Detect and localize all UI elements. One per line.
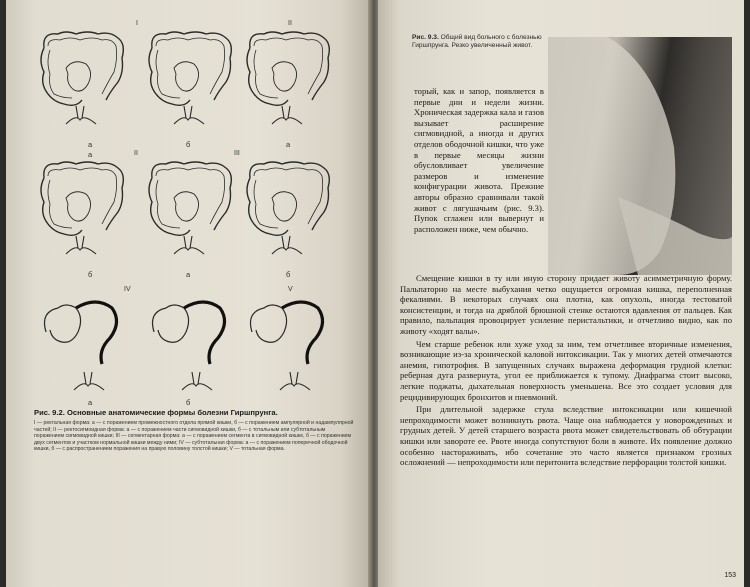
- sub-label: б: [286, 270, 291, 279]
- left-page: [6, 0, 370, 587]
- column-text: торый, как и запор, появляется в первые дни и недели жизни. Хроническая задержка кала и газов вызывает расширение сигмовидной, а иногда и других отделов ободочной кишки, что уже в первые месяцы жизни обусловливает увеличение размеров и изменение конфигурации живота. Прежние авторы образно сравнивали такой живот с лягушачьим (рис. 9.3). Пупок сглажен или вывернут и расположен ниже, чем обычно.: [414, 86, 544, 234]
- roman-label: V: [288, 286, 293, 293]
- colon-diagrams: [36, 20, 346, 402]
- sub-label: а: [88, 150, 93, 159]
- paragraph: Смещение кишки в ту или иную сторону придает животу асимметричную форму. Пальпаторно на месте выбухания четко ощущается огромная кишка, переполненная фекалиями. В некоторых случаях она плотна, как опухоль, иногда тестоватой консистенции, и тогда на дряблой брюшной стенке остаются вдавления от пальцев. Как правило, пальпация провоцирует усиление перистальтики, и отчетливо видно, как по животу «ходят валы».: [400, 273, 732, 336]
- sub-label: а: [88, 398, 93, 407]
- roman-label: II: [134, 150, 138, 157]
- sub-label: б: [88, 270, 93, 279]
- page-number: 153: [724, 572, 736, 579]
- sub-label: б: [186, 398, 191, 407]
- roman-label: I: [136, 20, 138, 27]
- photo-caption-text: Общий вид больного с болезнью Гиршпрунга. Резко увеличенный живот.: [412, 34, 542, 49]
- photo-illustration: [548, 37, 732, 275]
- sub-label: а: [286, 140, 291, 149]
- figure-9-2-drawing: [36, 20, 346, 402]
- sub-label: б: [186, 140, 191, 149]
- sub-label: а: [88, 140, 93, 149]
- roman-label: II: [288, 20, 292, 27]
- figure-caption-body: I — ректальная форма: а — с поражением промежностного отдела прямой кишки, б — с поражением ампулярной и надампулярной частей; II — ректосигмоидная форма: а — с поражением части сигмовидной кишки, б — с тотальным или субтотальным поражением сигмовидной кишки; III — сегментарная форма: а — с поражением сегмента в сигмовидной кишке, б — с поражением двух сегментов и участком нормальной кишки между ними; IV — субтотальная форма: а — с поражением поперечной ободочной кишки, б — с распространением поражения на правую половину толстой кишки; V — тотальная форма.: [34, 420, 354, 453]
- main-text: [400, 273, 732, 468]
- roman-label: III: [234, 150, 240, 157]
- figure-caption: [34, 408, 356, 453]
- roman-label: IV: [124, 286, 131, 293]
- sub-label: а: [186, 270, 191, 279]
- figure-caption-title: Рис. 9.2. Основные анатомические формы болезни Гиршпрунга.: [34, 408, 278, 417]
- right-page: [378, 0, 744, 587]
- patient-photo: [548, 37, 732, 275]
- paragraph: Чем старше ребенок или хуже уход за ним, тем отчетливее вторичные изменения, возникающие из-за хронической каловой интоксикации. Так у многих детей отмечаются анемия, гипотрофия. В запущенных случаях выражена деформация грудной клетки: реберная дуга развернута, угол ее приближается к тупому. Диафрагма стоит высоко, легкие поджаты, дыхательная поверхность уменьшена. Все это создает условия для рецидивирующих бронхитов и пневмоний.: [400, 338, 732, 402]
- photo-caption: [412, 34, 542, 50]
- paragraph: При длительной задержке стула вследствие интоксикации или кишечной непроходимости может возникнуть рвота. Чаще она наблюдается у новорожденных и грудных детей. У детей старшего возраста рвота может свидетельствовать об обтурации кишки или завороте ее. Рвоте иногда сопутствуют боли в животе. Их появление должно особенно настораживать, ибо сочетание это часто является признаком грозных осложнений — непроходимости или перитонита вследствие перфорации толстой кишки.: [400, 404, 732, 468]
- photo-caption-label: Рис. 9.3.: [412, 34, 439, 41]
